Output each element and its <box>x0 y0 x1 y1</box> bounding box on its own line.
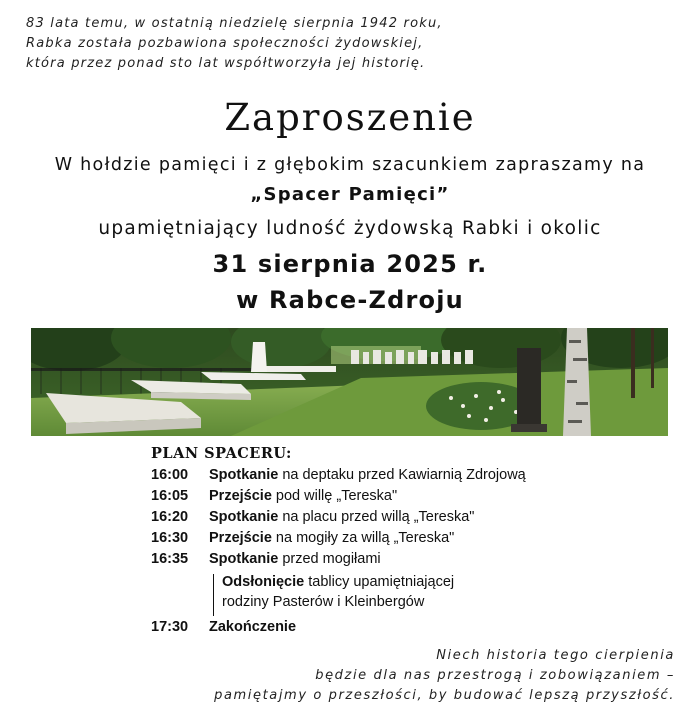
schedule-desc: Spotkanie na deptaku przed Kawiarnią Zdrojową <box>209 467 526 483</box>
page-title: Zaproszenie <box>224 96 476 139</box>
intro-text <box>26 14 486 74</box>
intro-line-2: Rabka została pozbawiona społeczności żydowskiej, <box>26 36 424 51</box>
schedule-desc: Zakończenie <box>209 619 297 635</box>
schedule-time: 16:20 <box>151 509 189 525</box>
schedule-item <box>151 530 571 551</box>
invite-line-3: upamiętniający ludność żydowską Rabki i okolic <box>98 218 602 239</box>
schedule-item <box>151 467 571 488</box>
intro-line-1: 83 lata temu, w ostatnią niedzielę sierpnia 1942 roku, <box>26 16 443 31</box>
event-place: w Rabce-Zdroju <box>236 286 464 314</box>
closing-line-1: Niech historia tego cierpienia <box>436 648 675 663</box>
schedule-item <box>151 509 571 530</box>
closing-line-3: pamiętajmy o przeszłości, by budować lepszą przyszłość. <box>214 688 675 703</box>
plan-title: PLAN SPACERU: <box>151 445 292 462</box>
schedule-desc: Przejście pod willę „Tereska" <box>209 488 398 504</box>
event-date: 31 sierpnia 2025 r. <box>212 250 488 278</box>
closing-line-2: będzie dla nas przestrogą i zobowiązaniem – <box>315 668 675 683</box>
schedule-item <box>151 551 571 572</box>
cemetery-photo <box>31 328 668 436</box>
schedule-desc: Spotkanie na placu przed willą „Tereska" <box>209 509 475 525</box>
schedule-desc: Spotkanie przed mogiłami <box>209 551 381 567</box>
closing-text <box>155 646 675 706</box>
schedule-item <box>151 619 571 640</box>
invite-line-1: W hołdzie pamięci i z głębokim szacunkiem zapraszamy na <box>54 155 646 175</box>
schedule-item <box>151 488 571 509</box>
schedule-time: 16:30 <box>151 530 189 546</box>
schedule-time: 16:35 <box>151 551 189 567</box>
event-name: „Spacer Pamięci” <box>250 184 450 205</box>
subitem-line-2: rodziny Pasterów i Kleinbergów <box>222 594 425 610</box>
subitem-line-1: Odsłonięcie tablicy upamiętniającej <box>222 574 455 590</box>
schedule-desc: Przejście na mogiły za willą „Tereska" <box>209 530 455 546</box>
schedule-time: 17:30 <box>151 619 189 635</box>
schedule-subitem <box>213 574 571 616</box>
intro-line-3: która przez ponad sto lat współtworzyła jej historię. <box>26 56 426 71</box>
schedule-time: 16:00 <box>151 467 189 483</box>
schedule-list <box>151 467 571 640</box>
schedule-time: 16:05 <box>151 488 189 504</box>
